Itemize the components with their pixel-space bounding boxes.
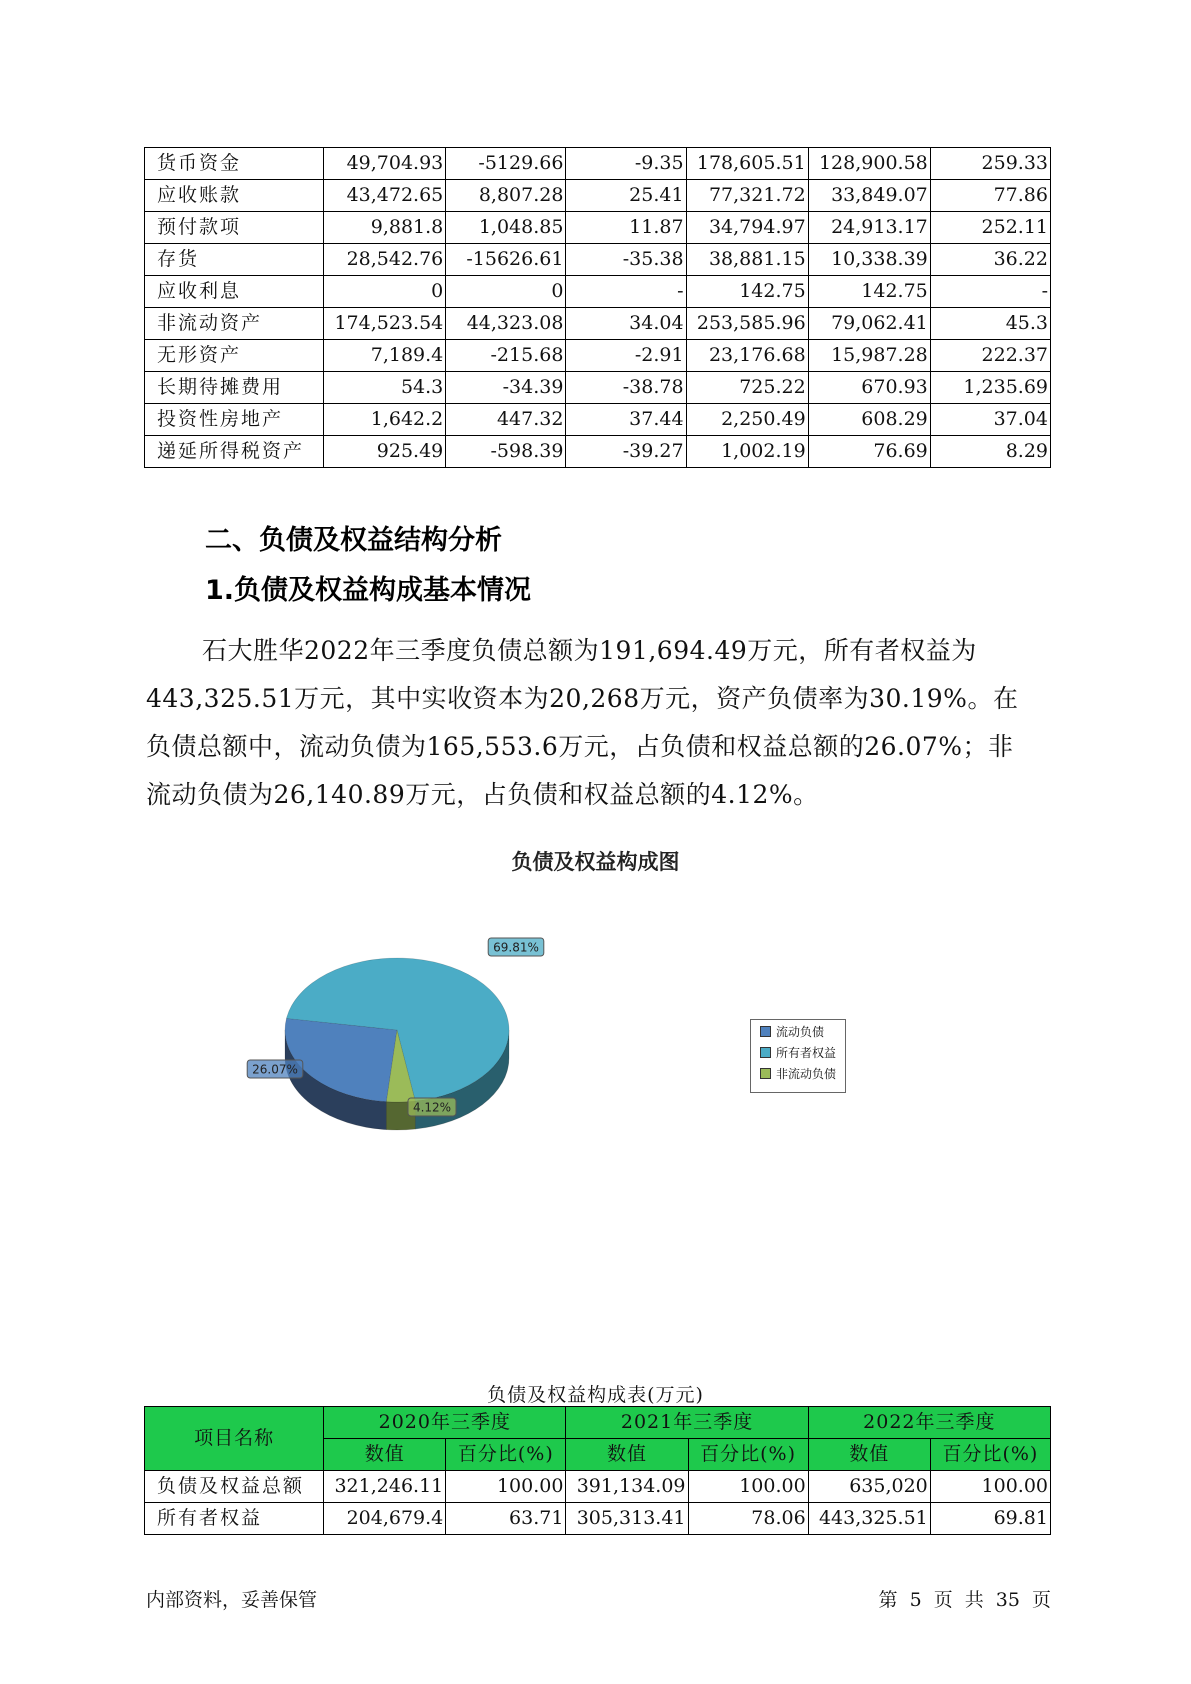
- table-cell: -35.38: [566, 244, 686, 276]
- table-row: [145, 212, 1051, 244]
- table-cell: 34.04: [566, 308, 686, 340]
- table-cell: 252.11: [930, 212, 1050, 244]
- legend-item: [760, 1043, 845, 1062]
- paragraph-line: 石大胜华2022年三季度负债总额为191,694.49万元，所有者权益为: [202, 636, 977, 665]
- table-cell: 391,134.09: [566, 1471, 688, 1503]
- table-row: [145, 276, 1051, 308]
- pie-data-label: [247, 1060, 303, 1078]
- analysis-paragraph: [146, 627, 1054, 819]
- table-cell: 670.93: [808, 372, 930, 404]
- row-label: 预付款项: [145, 212, 324, 244]
- table-cell: 33,849.07: [808, 180, 930, 212]
- table-cell: 8,807.28: [446, 180, 566, 212]
- table-cell: 63.71: [446, 1503, 566, 1535]
- row-label: 货币资金: [145, 148, 324, 180]
- legend-label: 非流动负债: [776, 1067, 837, 1081]
- table-cell: 253,585.96: [686, 308, 808, 340]
- paragraph-line: 443,325.51万元，其中实收资本为20,268万元，资产负债率为30.19%。在: [146, 684, 1019, 713]
- footer-confidential: 内部资料，妥善保管: [146, 1589, 318, 1611]
- table-cell: 77,321.72: [686, 180, 808, 212]
- header-value: 数值: [566, 1439, 688, 1471]
- sub-heading: 1.负债及权益构成基本情况: [205, 575, 532, 606]
- table-cell: 142.75: [808, 276, 930, 308]
- row-label: 所有者权益: [145, 1503, 324, 1535]
- row-label: 应收账款: [145, 180, 324, 212]
- table-cell: -215.68: [446, 340, 566, 372]
- table-cell: 54.3: [324, 372, 446, 404]
- table-cell: 44,323.08: [446, 308, 566, 340]
- table-cell: 1,235.69: [930, 372, 1050, 404]
- table-cell: -38.78: [566, 372, 686, 404]
- row-label: 递延所得税资产: [145, 436, 324, 468]
- legend-swatch: [760, 1068, 771, 1079]
- table-cell: 305,313.41: [566, 1503, 688, 1535]
- row-label: 应收利息: [145, 276, 324, 308]
- legend-item: [760, 1064, 845, 1083]
- legend-label: 所有者权益: [776, 1046, 837, 1060]
- paragraph-line: 负债总额中，流动负债为165,553.6万元，占负债和权益总额的26.07%；非: [146, 732, 1014, 761]
- table-cell: 69.81: [930, 1503, 1050, 1535]
- table-cell: -39.27: [566, 436, 686, 468]
- section-heading: 二、负债及权益结构分析: [205, 525, 502, 556]
- table-row: [145, 436, 1051, 468]
- table-row: [145, 1503, 1051, 1535]
- table-cell: 925.49: [324, 436, 446, 468]
- table-cell: 45.3: [930, 308, 1050, 340]
- row-label: 长期待摊费用: [145, 372, 324, 404]
- table-cell: 0: [324, 276, 446, 308]
- table-cell: 9,881.8: [324, 212, 446, 244]
- table-cell: 38,881.15: [686, 244, 808, 276]
- table-cell: 100.00: [930, 1471, 1050, 1503]
- table-cell: 15,987.28: [808, 340, 930, 372]
- row-label: 非流动资产: [145, 308, 324, 340]
- legend-swatch: [760, 1026, 771, 1037]
- table-cell: 174,523.54: [324, 308, 446, 340]
- table-cell: 259.33: [930, 148, 1050, 180]
- table-cell: 43,472.65: [324, 180, 446, 212]
- table-cell: 34,794.97: [686, 212, 808, 244]
- footer-page-number: 第 5 页 共 35 页: [878, 1589, 1051, 1611]
- table-row: [145, 308, 1051, 340]
- table-cell: 128,900.58: [808, 148, 930, 180]
- table-cell: 79,062.41: [808, 308, 930, 340]
- table-cell: 8.29: [930, 436, 1050, 468]
- header-value: 数值: [808, 1439, 930, 1471]
- table-cell: 23,176.68: [686, 340, 808, 372]
- pie-data-label: [488, 938, 544, 956]
- pie-data-label: [408, 1098, 456, 1116]
- header-period: 2021年三季度: [566, 1407, 808, 1439]
- table-cell: -598.39: [446, 436, 566, 468]
- header-percent: 百分比(%): [688, 1439, 808, 1471]
- table-row: [145, 372, 1051, 404]
- header-period: 2022年三季度: [808, 1407, 1050, 1439]
- paragraph-line: 流动负债为26,140.89万元，占负债和权益总额的4.12%。: [146, 780, 819, 809]
- table-cell: 725.22: [686, 372, 808, 404]
- table-cell: -2.91: [566, 340, 686, 372]
- table-cell: 25.41: [566, 180, 686, 212]
- table-cell: 100.00: [688, 1471, 808, 1503]
- table-cell: -9.35: [566, 148, 686, 180]
- table-cell: 49,704.93: [324, 148, 446, 180]
- table-cell: 178,605.51: [686, 148, 808, 180]
- row-label: 存货: [145, 244, 324, 276]
- table-cell: 447.32: [446, 404, 566, 436]
- header-item-name: 项目名称: [145, 1407, 324, 1471]
- pie-value-label: 69.81%: [493, 940, 539, 955]
- table-cell: -15626.61: [446, 244, 566, 276]
- table-cell: 204,679.4: [324, 1503, 446, 1535]
- table-cell: 37.44: [566, 404, 686, 436]
- table-cell: 1,642.2: [324, 404, 446, 436]
- table-cell: -: [930, 276, 1050, 308]
- table-cell: 142.75: [686, 276, 808, 308]
- table-cell: 635,020: [808, 1471, 930, 1503]
- asset-change-table: [144, 147, 1051, 468]
- table-cell: 36.22: [930, 244, 1050, 276]
- header-period: 2020年三季度: [324, 1407, 566, 1439]
- equity-structure-table: [144, 1406, 1051, 1535]
- pie-value-label: 4.12%: [412, 1100, 452, 1115]
- row-label: 无形资产: [145, 340, 324, 372]
- table-cell: -34.39: [446, 372, 566, 404]
- table-cell: 7,189.4: [324, 340, 446, 372]
- table-cell: 608.29: [808, 404, 930, 436]
- table-cell: 11.87: [566, 212, 686, 244]
- table-caption: 负债及权益构成表(万元): [487, 1384, 704, 1406]
- table-cell: -5129.66: [446, 148, 566, 180]
- table-row: [145, 244, 1051, 276]
- table-row: [145, 340, 1051, 372]
- header-value: 数值: [324, 1439, 446, 1471]
- table-row: [145, 180, 1051, 212]
- pie-value-label: 26.07%: [252, 1062, 298, 1077]
- table-cell: 77.86: [930, 180, 1050, 212]
- table-cell: 10,338.39: [808, 244, 930, 276]
- pie-chart: [240, 900, 620, 1180]
- table-cell: 222.37: [930, 340, 1050, 372]
- table-row: [145, 148, 1051, 180]
- table-cell: 76.69: [808, 436, 930, 468]
- row-label: 负债及权益总额: [145, 1471, 324, 1503]
- table-cell: 100.00: [446, 1471, 566, 1503]
- table-row: [145, 404, 1051, 436]
- table-cell: 24,913.17: [808, 212, 930, 244]
- table-cell: 28,542.76: [324, 244, 446, 276]
- table-cell: 1,002.19: [686, 436, 808, 468]
- table-cell: 321,246.11: [324, 1471, 446, 1503]
- chart-title: 负债及权益构成图: [511, 850, 680, 874]
- row-label: 投资性房地产: [145, 404, 324, 436]
- table-cell: 2,250.49: [686, 404, 808, 436]
- table-cell: 0: [446, 276, 566, 308]
- table-cell: 78.06: [688, 1503, 808, 1535]
- legend-label: 流动负债: [776, 1025, 825, 1039]
- legend-item: [760, 1022, 845, 1041]
- chart-legend: [750, 1019, 846, 1093]
- header-percent: 百分比(%): [446, 1439, 566, 1471]
- table-cell: 37.04: [930, 404, 1050, 436]
- table-cell: 443,325.51: [808, 1503, 930, 1535]
- table-cell: -: [566, 276, 686, 308]
- table-row: [145, 1471, 1051, 1503]
- legend-swatch: [760, 1047, 771, 1058]
- header-percent: 百分比(%): [930, 1439, 1050, 1471]
- table-cell: 1,048.85: [446, 212, 566, 244]
